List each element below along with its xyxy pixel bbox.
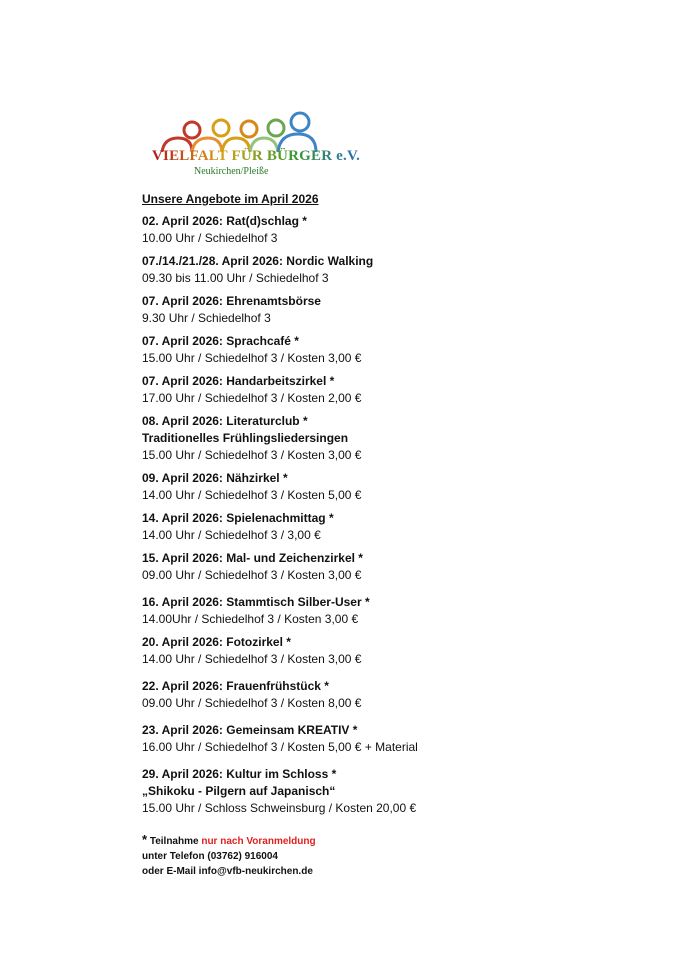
event-item [142,678,622,712]
event-detail: 17.00 Uhr / Schiedelhof 3 / Kosten 2,00 € [142,391,362,405]
events-list [142,213,622,817]
event-title: 14. April 2026: Spielenachmittag * [142,511,334,525]
footnote-star: * [142,832,148,847]
event-detail: 16.00 Uhr / Schiedelhof 3 / Kosten 5,00 € + Material [142,740,418,754]
logo-name: VIELFALT FÜR BÜRGER e.V. [152,148,361,164]
event-title: 29. April 2026: Kultur im Schloss * [142,767,337,781]
event-detail: 14.00 Uhr / Schiedelhof 3 / Kosten 3,00 € [142,652,362,666]
event-detail: 15.00 Uhr / Schiedelhof 3 / Kosten 3,00 € [142,351,362,365]
event-item [142,413,622,464]
event-detail: 14.00Uhr / Schiedelhof 3 / Kosten 3,00 € [142,612,359,626]
event-subtitle: „Shikoku - Pilgern auf Japanisch“ [142,784,336,798]
footnote-prefix: Teilnahme [147,836,202,847]
event-item [142,550,622,584]
event-detail: 15.00 Uhr / Schloss Schweinsburg / Kosten 20,00 € [142,801,417,815]
event-title: 20. April 2026: Fotozirkel * [142,635,291,649]
logo [148,108,361,180]
footnote-phone: unter Telefon (03762) 916004 [142,851,278,862]
people-outline-icon [148,108,326,152]
event-detail: 09.00 Uhr / Schiedelhof 3 / Kosten 3,00 € [142,568,362,582]
footnote-email: oder E-Mail info@vfb-neukirchen.de [142,866,313,877]
event-item [142,333,622,367]
event-title: 23. April 2026: Gemeinsam KREATIV * [142,723,358,737]
event-item [142,510,622,544]
event-title: 22. April 2026: Frauenfrühstück * [142,679,329,693]
logo-location: Neukirchen/Pleiße [194,166,269,177]
event-title: 07. April 2026: Sprachcafé * [142,334,299,348]
event-detail: 15.00 Uhr / Schiedelhof 3 / Kosten 3,00 € [142,448,362,462]
event-item [142,373,622,407]
event-title: 15. April 2026: Mal- und Zeichenzirkel * [142,551,363,565]
event-detail: 10.00 Uhr / Schiedelhof 3 [142,231,278,245]
event-item [142,293,622,327]
event-item [142,253,622,287]
footnote-highlight: nur nach Voranmeldung [201,836,316,847]
event-subtitle: Traditionelles Frühlingsliedersingen [142,431,349,445]
event-detail: 09.00 Uhr / Schiedelhof 3 / Kosten 8,00 € [142,696,362,710]
event-title: 07./14./21./28. April 2026: Nordic Walking [142,254,374,268]
page-heading: Unsere Angebote im April 2026 [142,192,319,206]
event-title: 07. April 2026: Handarbeitszirkel * [142,374,335,388]
event-item [142,470,622,504]
event-detail: 9.30 Uhr / Schiedelhof 3 [142,311,271,325]
event-item [142,766,622,817]
event-item [142,634,622,668]
event-title: 16. April 2026: Stammtisch Silber-User * [142,595,370,609]
event-title: 09. April 2026: Nähzirkel * [142,471,288,485]
event-item [142,594,622,628]
event-item [142,213,622,247]
event-detail: 14.00 Uhr / Schiedelhof 3 / Kosten 5,00 € [142,488,362,502]
event-title: 08. April 2026: Literaturclub * [142,414,308,428]
event-title: 07. April 2026: Ehrenamtsbörse [142,294,321,308]
footnote [142,832,316,879]
event-item [142,722,622,756]
event-detail: 14.00 Uhr / Schiedelhof 3 / 3,00 € [142,528,321,542]
event-detail: 09.30 bis 11.00 Uhr / Schiedelhof 3 [142,271,329,285]
event-title: 02. April 2026: Rat(d)schlag * [142,214,307,228]
